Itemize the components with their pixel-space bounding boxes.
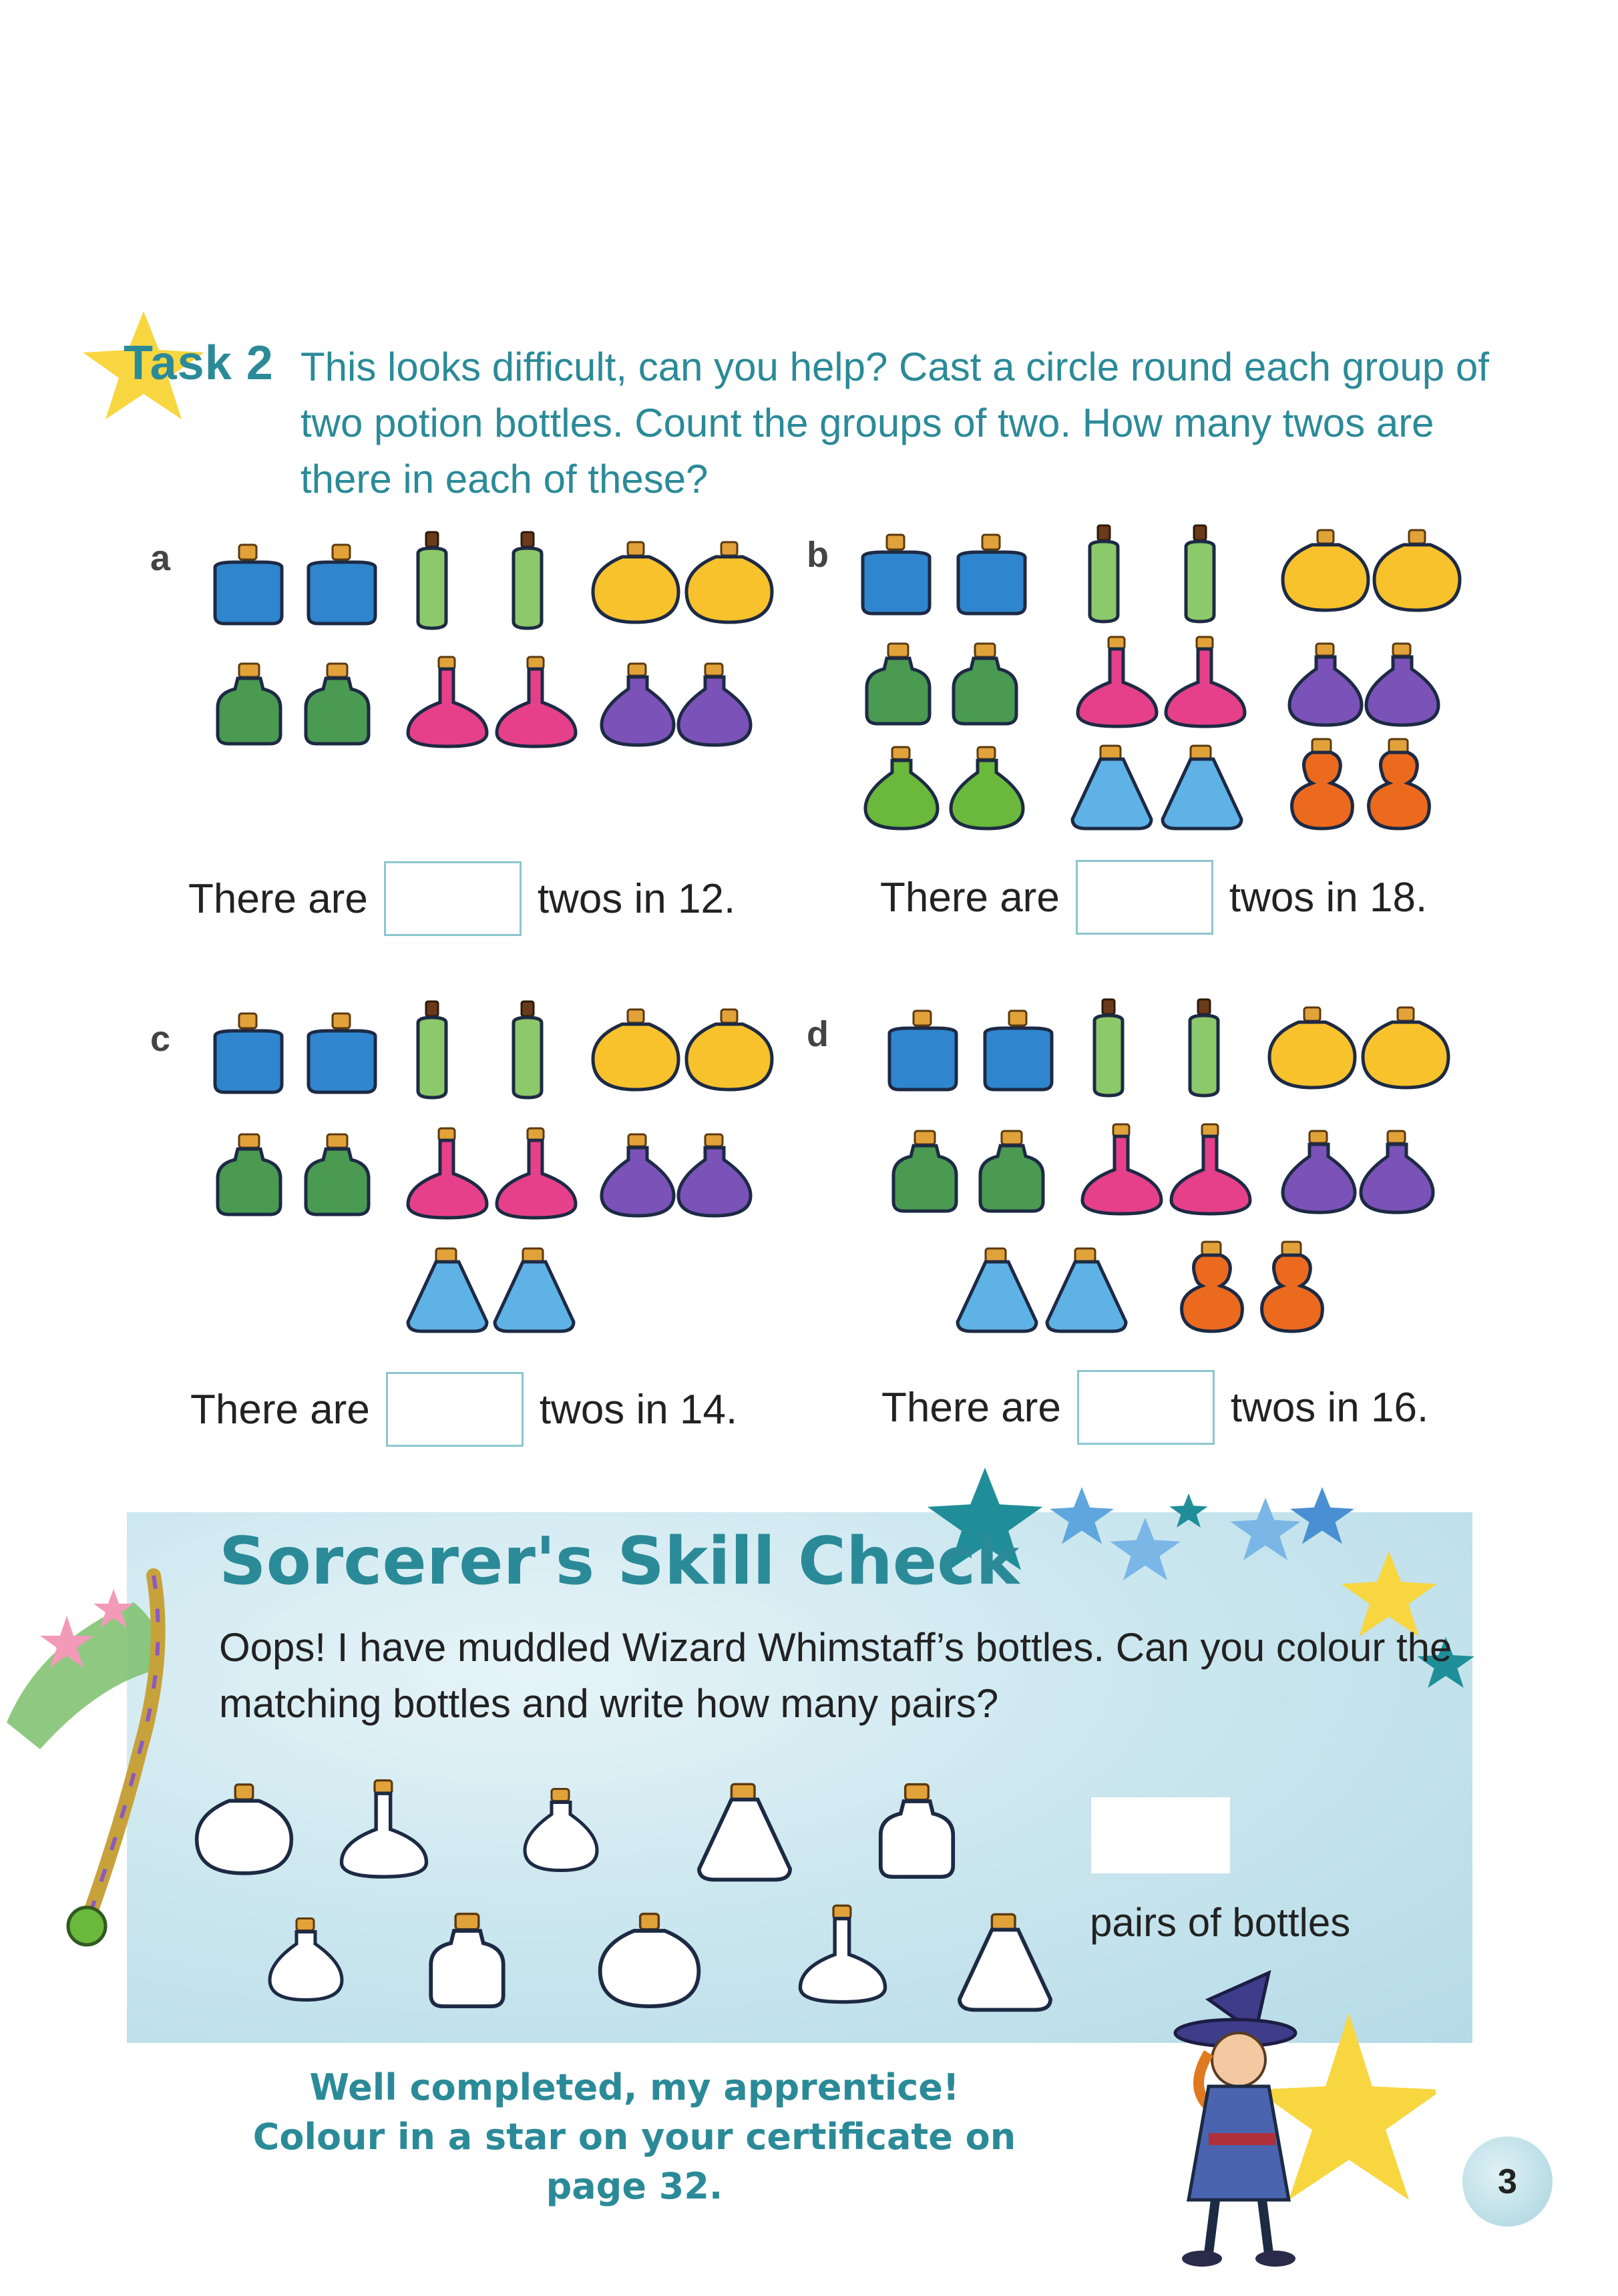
blue-bottle-icon[interactable] xyxy=(952,531,1032,618)
outline-round-bottle-icon[interactable] xyxy=(594,1911,704,2011)
orange-gourd-icon[interactable] xyxy=(1255,1240,1329,1334)
yellow-bottle-icon[interactable] xyxy=(589,1007,682,1094)
orange-gourd-icon[interactable] xyxy=(1175,1240,1249,1334)
page-number: 3 xyxy=(1462,2136,1553,2227)
answer-box-b[interactable] xyxy=(1076,860,1213,935)
outline-flask-icon[interactable] xyxy=(337,1776,431,1883)
answer-suffix: twos in 12. xyxy=(537,875,736,922)
purple-bottle-icon[interactable] xyxy=(598,1132,678,1218)
green-jar-icon[interactable] xyxy=(300,661,374,748)
blue-star-icon xyxy=(1289,1485,1356,1546)
tall-green-bottle-icon[interactable] xyxy=(504,531,551,631)
footer-message xyxy=(200,2063,1068,2211)
purple-bottle-icon[interactable] xyxy=(598,661,678,748)
orange-gourd-icon[interactable] xyxy=(1362,738,1436,831)
light-blue-cone-icon[interactable] xyxy=(1159,744,1245,831)
blue-bottle-icon[interactable] xyxy=(302,541,382,628)
pink-flask-icon[interactable] xyxy=(1078,1123,1165,1216)
pink-flask-icon[interactable] xyxy=(404,1127,491,1220)
yellow-bottle-icon[interactable] xyxy=(1370,527,1464,614)
answer-prefix: There are xyxy=(190,1386,370,1433)
purple-bottle-icon[interactable] xyxy=(1357,1128,1437,1215)
tall-green-bottle-icon[interactable] xyxy=(1177,524,1223,624)
outline-cone-bottle-icon[interactable] xyxy=(948,1913,1062,2013)
pink-flask-icon[interactable] xyxy=(404,656,491,749)
pairs-label: pairs of bottles xyxy=(1090,1900,1351,1945)
tall-green-bottle-icon[interactable] xyxy=(1181,998,1227,1098)
section-c-letter: c xyxy=(150,1019,171,1059)
yellow-bottle-icon[interactable] xyxy=(589,539,682,626)
light-blue-cone-icon[interactable] xyxy=(491,1247,578,1334)
green-jar-icon[interactable] xyxy=(212,1132,286,1218)
tall-green-bottle-icon[interactable] xyxy=(1080,524,1127,624)
tall-green-bottle-icon[interactable] xyxy=(409,1000,455,1100)
task-label: Task 2 xyxy=(124,336,274,390)
magic-wand-icon xyxy=(0,1549,220,1949)
outline-round-bottle-icon[interactable] xyxy=(192,1781,296,1878)
lime-bottle-icon[interactable] xyxy=(861,744,942,831)
pairs-answer-box[interactable] xyxy=(1090,1796,1231,1875)
section-d-letter: d xyxy=(807,1014,829,1054)
answer-prefix: There are xyxy=(188,875,368,922)
light-blue-cone-icon[interactable] xyxy=(404,1247,491,1334)
answer-prefix: There are xyxy=(881,1384,1061,1431)
teal-star-icon xyxy=(1169,1492,1209,1529)
pink-flask-icon[interactable] xyxy=(1162,636,1249,729)
skill-check-text: Oops! I have muddled Wizard Whimstaff’s bottles. Can you colour the matching bottles and write how many pairs? xyxy=(219,1625,1452,1726)
answer-suffix: twos in 16. xyxy=(1230,1384,1429,1431)
blue-bottle-icon[interactable] xyxy=(208,1009,288,1096)
orange-gourd-icon[interactable] xyxy=(1285,738,1359,831)
yellow-bottle-icon[interactable] xyxy=(1279,527,1372,614)
yellow-bottle-icon[interactable] xyxy=(682,539,776,626)
blue-bottle-icon[interactable] xyxy=(302,1009,382,1096)
outline-pear-bottle-icon[interactable] xyxy=(266,1911,346,2008)
outline-jar-icon[interactable] xyxy=(867,1781,967,1881)
section-a-letter: a xyxy=(150,538,171,578)
blue-bottle-icon[interactable] xyxy=(856,531,936,618)
answer-row-c xyxy=(190,1372,737,1447)
answer-box-d[interactable] xyxy=(1077,1370,1215,1445)
tall-green-bottle-icon[interactable] xyxy=(1085,998,1132,1098)
answer-suffix: twos in 18. xyxy=(1229,874,1428,921)
answer-row-a xyxy=(188,861,735,936)
footer-line-1: Well completed, my apprentice! xyxy=(309,2066,960,2108)
light-blue-cone-icon[interactable] xyxy=(954,1247,1040,1334)
lime-bottle-icon[interactable] xyxy=(947,744,1027,831)
wizard-icon xyxy=(1135,1960,1436,2273)
blue-bottle-icon[interactable] xyxy=(208,541,288,628)
pink-flask-icon[interactable] xyxy=(1167,1123,1254,1216)
light-blue-cone-icon[interactable] xyxy=(1068,744,1155,831)
light-blue-cone-icon[interactable] xyxy=(1043,1247,1130,1334)
answer-suffix: twos in 14. xyxy=(539,1386,738,1433)
tall-green-bottle-icon[interactable] xyxy=(504,1000,551,1100)
answer-row-d xyxy=(881,1370,1428,1445)
answer-prefix: There are xyxy=(880,874,1060,921)
skill-check-title: Sorcerer's Skill Check xyxy=(219,1524,1020,1600)
answer-box-c[interactable] xyxy=(386,1372,524,1447)
pink-flask-icon[interactable] xyxy=(493,656,580,749)
answer-box-a[interactable] xyxy=(384,861,522,936)
blue-bottle-icon[interactable] xyxy=(883,1007,963,1094)
blue-star-icon xyxy=(1048,1485,1115,1546)
answer-row-b xyxy=(880,860,1427,935)
footer-line-2: Colour in a star on your certificate on page 32. xyxy=(252,2116,1016,2207)
tall-green-bottle-icon[interactable] xyxy=(409,531,455,631)
blue-bottle-icon[interactable] xyxy=(978,1007,1058,1094)
green-jar-icon[interactable] xyxy=(975,1128,1048,1215)
green-jar-icon[interactable] xyxy=(948,641,1022,728)
purple-bottle-icon[interactable] xyxy=(674,1132,755,1218)
section-b-letter: b xyxy=(807,535,829,575)
outline-flask-icon[interactable] xyxy=(796,1899,889,2010)
pink-flask-icon[interactable] xyxy=(1074,636,1161,729)
task-instructions: This looks difficult, can you help? Cast a circle round each group of two potion bottles. Count the groups of two. How many twos are there in each of these? xyxy=(300,345,1489,501)
outline-cone-bottle-icon[interactable] xyxy=(688,1783,801,1883)
yellow-bottle-icon[interactable] xyxy=(1265,1005,1359,1092)
yellow-bottle-icon[interactable] xyxy=(682,1007,776,1094)
green-jar-icon[interactable] xyxy=(861,641,935,728)
purple-bottle-icon[interactable] xyxy=(674,661,755,748)
purple-bottle-icon[interactable] xyxy=(1285,641,1366,728)
purple-bottle-icon[interactable] xyxy=(1279,1128,1359,1215)
outline-jar-icon[interactable] xyxy=(415,1911,519,2011)
green-jar-icon[interactable] xyxy=(212,661,286,748)
green-jar-icon[interactable] xyxy=(888,1128,962,1215)
green-jar-icon[interactable] xyxy=(300,1132,374,1218)
outline-pear-bottle-icon[interactable] xyxy=(521,1781,601,1878)
purple-bottle-icon[interactable] xyxy=(1362,641,1442,728)
pink-flask-icon[interactable] xyxy=(493,1127,580,1220)
yellow-bottle-icon[interactable] xyxy=(1359,1005,1452,1092)
